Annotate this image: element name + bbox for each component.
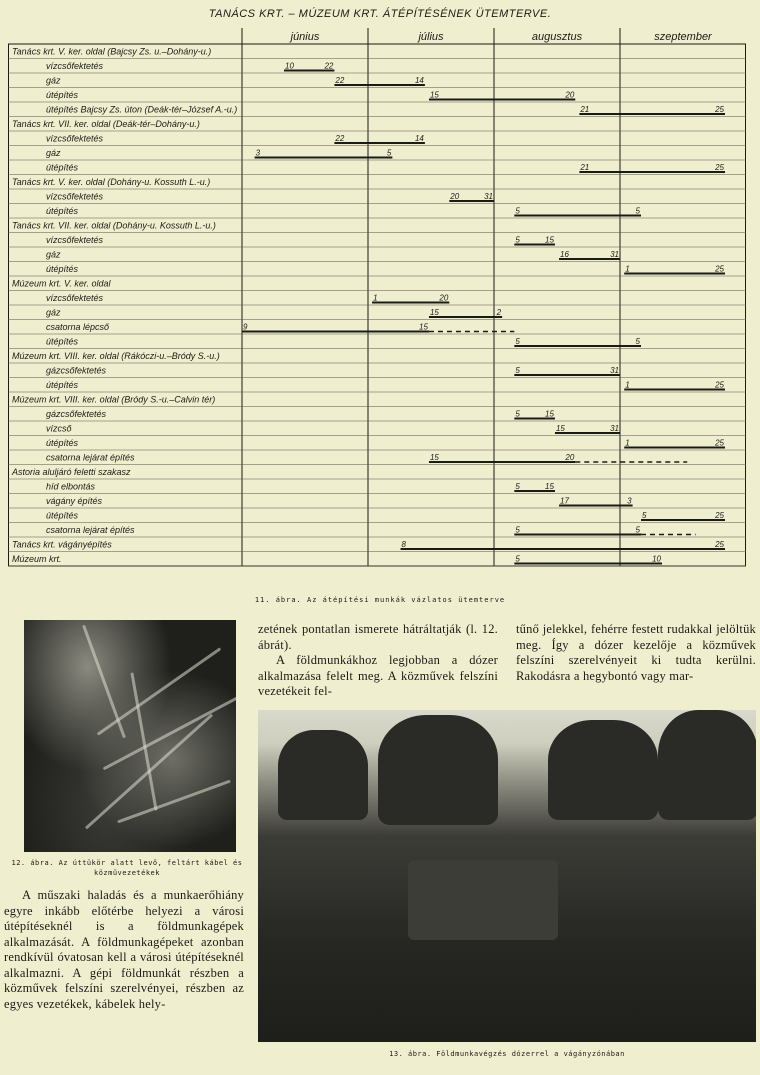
task-label: gáz <box>46 249 61 260</box>
bar-end-label: 31 <box>610 366 619 375</box>
bar-end-label: 5 <box>635 206 640 216</box>
figure-12-caption: 12. ábra. Az úttükör alatt levő, feltárt kábel és közművezetékek <box>11 859 243 877</box>
bar-start-label: 16 <box>560 250 569 259</box>
task-label: Tanács krt. V. ker. oldal (Bajcsy Zs. u.–Dohány-u.) <box>12 46 212 57</box>
body-column-1 <box>4 888 244 1012</box>
bar-start-label: 5 <box>515 235 520 245</box>
bar-end-label: 25 <box>715 540 724 549</box>
task-label: csatorna lépcső <box>46 322 110 332</box>
body-paragraph: A földmunkákhoz legjobban a dózer alkalmazása felelt meg. A közművek felszíni vezetékeit fel- <box>258 653 498 698</box>
figure-13-caption: 13. ábra. Földmunkavégzés dózerrel a vágányzónában <box>389 1050 625 1058</box>
task-label: útépítés Bajcsy Zs. úton (Deák-tér–József A.-u.) <box>46 104 238 115</box>
task-label: gázcsőfektetés <box>46 409 107 419</box>
task-label: vágány építés <box>46 496 103 506</box>
bar-end-label: 10 <box>652 554 661 564</box>
body-column-3 <box>516 622 756 684</box>
task-label: Múzeum krt. V. ker. oldal <box>12 278 111 289</box>
bar-end-label: 14 <box>414 76 424 85</box>
task-label: Tanács krt. V. ker. oldal (Dohány-u. Kossuth L.-u.) <box>12 177 211 187</box>
task-label: vízcsőfektetés <box>46 191 104 202</box>
bar-start-label: 9 <box>243 322 248 332</box>
task-label: útépítés <box>46 206 79 216</box>
task-label: útépítés <box>46 162 79 173</box>
bar-start-label: 15 <box>429 308 439 317</box>
bar-end-label: 25 <box>715 105 724 114</box>
task-label: gáz <box>46 307 61 318</box>
figure-12-photo <box>24 620 236 852</box>
bar-end-label: 3 <box>627 496 632 506</box>
gantt-chart <box>8 28 746 588</box>
bar-start-label: 20 <box>450 192 460 201</box>
month-label: szeptember <box>654 31 712 43</box>
bar-start-label: 5 <box>515 206 520 216</box>
bar-start-label: 21 <box>580 105 590 114</box>
bar-end-label: 25 <box>715 438 724 448</box>
bar-end-label: 25 <box>715 163 724 172</box>
task-label: útépítés <box>46 438 79 448</box>
task-label: Múzeum krt. VIII. ker. oldal (Rákóczi-u.–Bródy S.-u.) <box>12 351 220 361</box>
figure-11-caption: 11. ábra. Az átépítési munkák vázlatos ütemterve <box>254 596 506 604</box>
month-label: augusztus <box>531 31 583 43</box>
bar-end-label: 25 <box>715 511 724 520</box>
bar-start-label: 17 <box>560 496 569 506</box>
task-label: Astoria aluljáró feletti szakasz <box>12 467 131 477</box>
body-column-2 <box>258 622 498 700</box>
bar-start-label: 5 <box>515 409 520 419</box>
task-label: csatorna lejárat építés <box>46 525 135 535</box>
task-label: Tanács krt. vágányépítés <box>12 539 112 550</box>
bar-start-label: 5 <box>515 337 520 346</box>
figure-13-photo <box>258 710 756 1042</box>
bar-end-label: 31 <box>484 192 493 201</box>
bar-end-label: 25 <box>715 264 724 274</box>
bar-start-label: 22 <box>335 134 345 143</box>
bar-start-label: 10 <box>285 61 294 71</box>
bar-start-label: 15 <box>429 90 439 100</box>
task-label: híd elbontás <box>46 481 96 492</box>
bar-end-label: 15 <box>545 482 554 491</box>
bar-end-label: 14 <box>414 134 424 143</box>
bar-start-label: 1 <box>625 438 630 448</box>
task-label: csatorna lejárat építés <box>46 452 135 463</box>
bar-start-label: 22 <box>335 76 345 85</box>
body-paragraph: tűnő jelekkel, fehérre festett rudakkal jelöltük meg. Így a dózer kezelője a közművek felszíni szerelvényeit ki tudta kerülni. Rakodásra a hegybontó vagy mar- <box>516 622 756 683</box>
bar-end-label: 22 <box>324 61 334 71</box>
bar-start-label: 15 <box>429 453 439 462</box>
bar-start-label: 3 <box>255 148 261 158</box>
task-label: vízcső <box>46 423 72 434</box>
bar-start-label: 1 <box>373 293 378 303</box>
bar-end-label: 5 <box>386 148 392 158</box>
bar-end-label: 2 <box>496 308 502 317</box>
task-label: útépítés <box>46 264 79 274</box>
bar-end-label: 20 <box>439 293 449 303</box>
bar-end-label: 15 <box>419 322 428 332</box>
month-label: június <box>290 31 320 43</box>
task-label: útépítés <box>46 380 79 390</box>
task-label: gáz <box>46 148 61 158</box>
bar-end-label: 15 <box>545 409 554 419</box>
body-paragraph: A műszaki haladás és a munkaerőhiány egyre inkább előtérbe helyezi a városi útépítéseknél is a földmunkagépek alkalmazását. A földmunkagépeket azonban rendkívül óvatosan kell a városi útépítéseknél alkalmazni. A gépi földmunkát részben a közművek felszíni szerelvényei, részben az egyes vezetékek, kábelek hely- <box>4 888 244 1011</box>
bar-end-label: 31 <box>610 250 619 259</box>
bar-end-label: 5 <box>635 337 640 346</box>
bar-end-label: 20 <box>565 90 575 100</box>
bar-start-label: 15 <box>555 424 565 433</box>
task-label: vízcsőfektetés <box>46 61 104 71</box>
month-label: július <box>418 31 444 43</box>
gantt-title: TANÁCS KRT. – MÚZEUM KRT. ÁTÉPÍTÉSÉNEK ÜTEMTERVE. <box>208 8 552 20</box>
task-label: gáz <box>46 75 61 86</box>
task-label: Múzeum krt. VIII. ker. oldal (Bródy S.-u.–Calvin tér) <box>12 394 216 405</box>
bar-end-label: 31 <box>610 424 619 433</box>
body-paragraph: zetének pontatlan ismerete hátráltatják (l. 12. ábrát). <box>258 622 498 652</box>
task-label: Tanács krt. VII. ker. oldal (Deák-tér–Dohány-u.) <box>12 119 200 129</box>
bar-end-label: 15 <box>545 235 554 245</box>
bar-start-label: 5 <box>515 482 520 491</box>
bar-end-label: 5 <box>635 525 640 535</box>
bar-start-label: 1 <box>625 380 630 390</box>
task-label: útépítés <box>46 336 79 347</box>
bar-start-label: 5 <box>642 511 647 520</box>
bar-start-label: 1 <box>625 264 630 274</box>
bar-start-label: 8 <box>401 540 406 549</box>
bar-start-label: 5 <box>515 554 520 564</box>
bar-end-label: 25 <box>715 380 724 390</box>
gantt-svg <box>8 28 746 588</box>
task-label: gázcsőfektetés <box>46 365 107 376</box>
task-label: Múzeum krt. <box>12 554 62 564</box>
task-label: vízcsőfektetés <box>46 133 104 144</box>
task-label: Tanács krt. VII. ker. oldal (Dohány-u. Kossuth L.-u.) <box>12 220 216 231</box>
task-label: útépítés <box>46 90 79 100</box>
bar-start-label: 5 <box>515 366 520 375</box>
task-label: vízcsőfektetés <box>46 293 104 303</box>
task-label: útépítés <box>46 510 79 521</box>
bar-end-label: 20 <box>565 453 575 462</box>
bar-start-label: 5 <box>515 525 520 535</box>
bar-start-label: 21 <box>580 163 590 172</box>
task-label: vízcsőfektetés <box>46 235 104 245</box>
